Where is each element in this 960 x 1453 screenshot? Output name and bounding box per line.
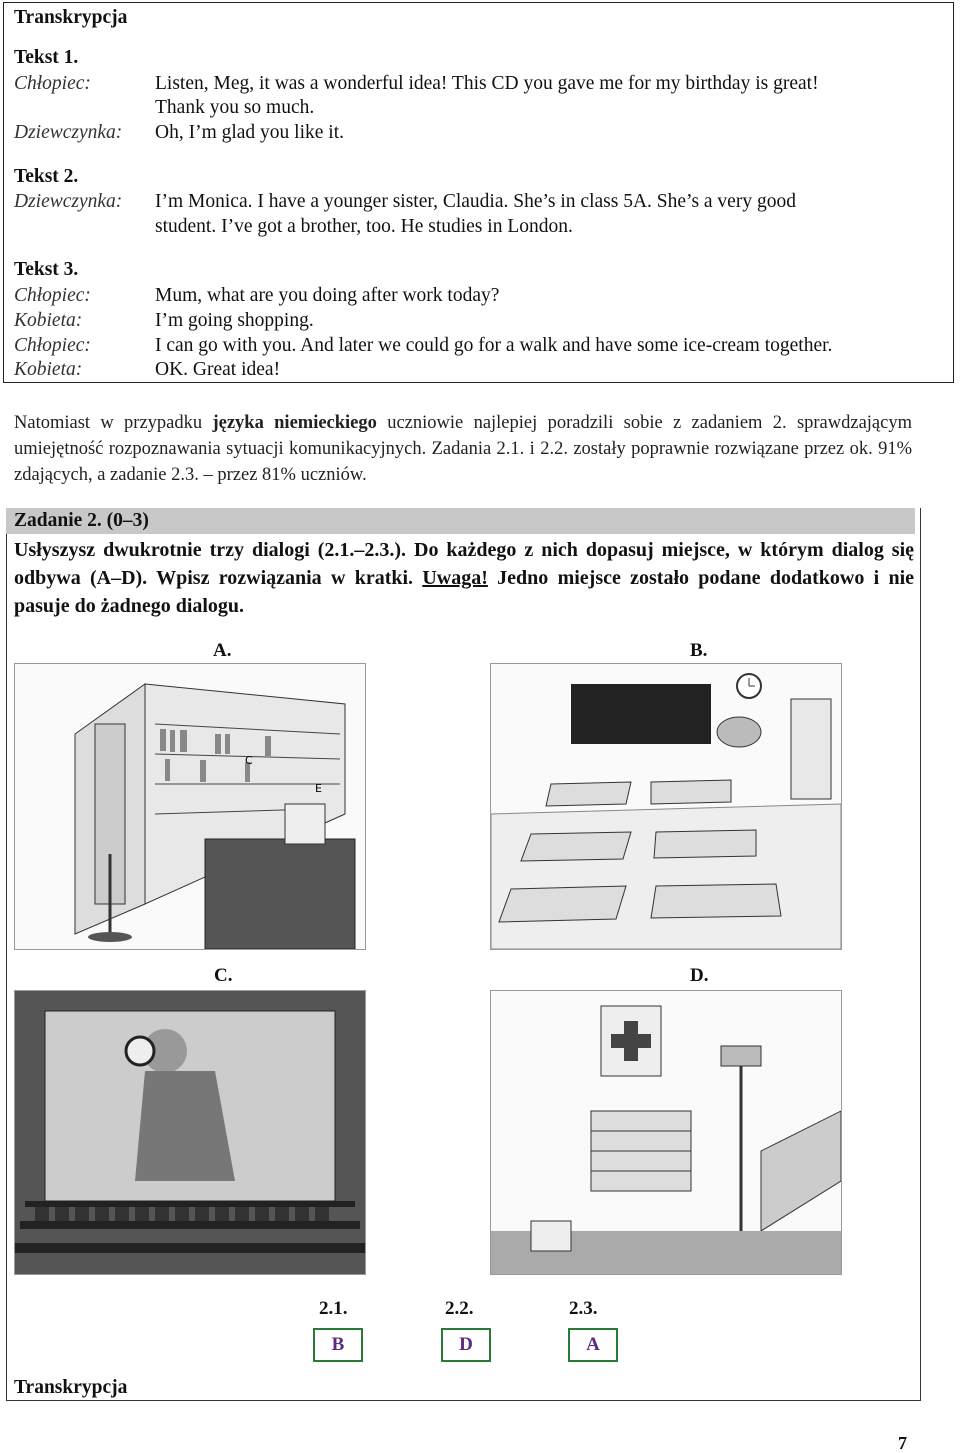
answer-box-2-2[interactable]: D xyxy=(441,1328,491,1362)
page-number: 7 xyxy=(898,1433,907,1453)
dialogue-line: I’m going shopping. xyxy=(155,310,314,331)
speaker: Chłopiec: xyxy=(14,335,91,356)
image-label-b: B. xyxy=(690,640,708,661)
speaker: Chłopiec: xyxy=(14,285,91,306)
paragraph-bold: języka niemieckiego xyxy=(212,413,377,433)
doctors-office-image xyxy=(490,990,842,1275)
answer-box-2-3[interactable]: A xyxy=(568,1328,618,1362)
classroom-image xyxy=(490,663,842,950)
text-2-label: Tekst 2. xyxy=(14,166,79,187)
image-label-d: D. xyxy=(690,965,709,986)
speaker: Kobieta: xyxy=(14,310,83,331)
paragraph-text: Natomiast w przypadku xyxy=(14,413,213,433)
dialogue-line: Oh, I’m glad you like it. xyxy=(155,122,345,143)
speaker: Dziewczynka: xyxy=(14,191,123,212)
speaker: Chłopiec: xyxy=(14,73,91,94)
uwaga-label: Uwaga! xyxy=(422,567,488,589)
svg-text:C: C xyxy=(245,754,253,767)
paragraph-text: uczniowie najlepiej poradzili sobie z zadaniem 2. sprawdzającym umiejętność rozpoznawania sytuacji komunikacyjnych. Zadania 2.1. i 2.2. zostały poprawnie rozwiązane przez ok. 91% zdających, a zadanie 2.3. – przez 81% uczniów. xyxy=(14,413,912,485)
speaker: Dziewczynka: xyxy=(14,122,123,143)
task-instructions xyxy=(14,536,914,620)
text-1-label: Tekst 1. xyxy=(14,47,79,68)
image-label-c: C. xyxy=(214,965,233,986)
image-label-a: A. xyxy=(213,640,232,661)
dialogue-line: OK. Great idea! xyxy=(155,359,281,380)
instr-text: Usłyszysz dwukrotnie trzy dialogi (2.1.–2.3.). Do każdego z nich dopasuj miejsce, w którym dialog się odbywa (A–D). Wpisz rozwiązania w kratki. xyxy=(14,539,914,589)
commentary-paragraph xyxy=(14,410,912,488)
dialogue-line: I can go with you. And later we could go for a walk and have some ice-cream together. xyxy=(155,335,833,356)
dialogue-line: I’m Monica. I have a younger sister, Claudia. She’s in class 5A. She’s a very good xyxy=(155,191,796,212)
text-3-label: Tekst 3. xyxy=(14,259,79,280)
cinema-image xyxy=(14,990,366,1275)
library-image xyxy=(14,663,366,950)
answer-label-2-1: 2.1. xyxy=(319,1298,348,1319)
dialogue-line: student. I’ve got a brother, too. He studies in London. xyxy=(155,216,573,237)
answer-box-2-1[interactable]: B xyxy=(313,1328,363,1362)
answer-label-2-2: 2.2. xyxy=(445,1298,474,1319)
speaker: Kobieta: xyxy=(14,359,83,380)
instr-text: Jedno miejsce zostało podane dodatkowo i nie pasuje do żadnego dialogu. xyxy=(14,567,915,617)
answer-label-2-3: 2.3. xyxy=(569,1298,598,1319)
task-title: Zadanie 2. (0–3) xyxy=(14,510,149,531)
dialogue-line: Listen, Meg, it was a wonderful idea! This CD you gave me for my birthday is great! xyxy=(155,73,819,94)
transcript-title: Transkrypcja xyxy=(14,7,128,28)
footer-transcript-title: Transkrypcja xyxy=(14,1377,128,1398)
dialogue-line: Thank you so much. xyxy=(155,97,315,118)
dialogue-line: Mum, what are you doing after work today? xyxy=(155,285,500,306)
svg-text:E: E xyxy=(315,782,322,795)
